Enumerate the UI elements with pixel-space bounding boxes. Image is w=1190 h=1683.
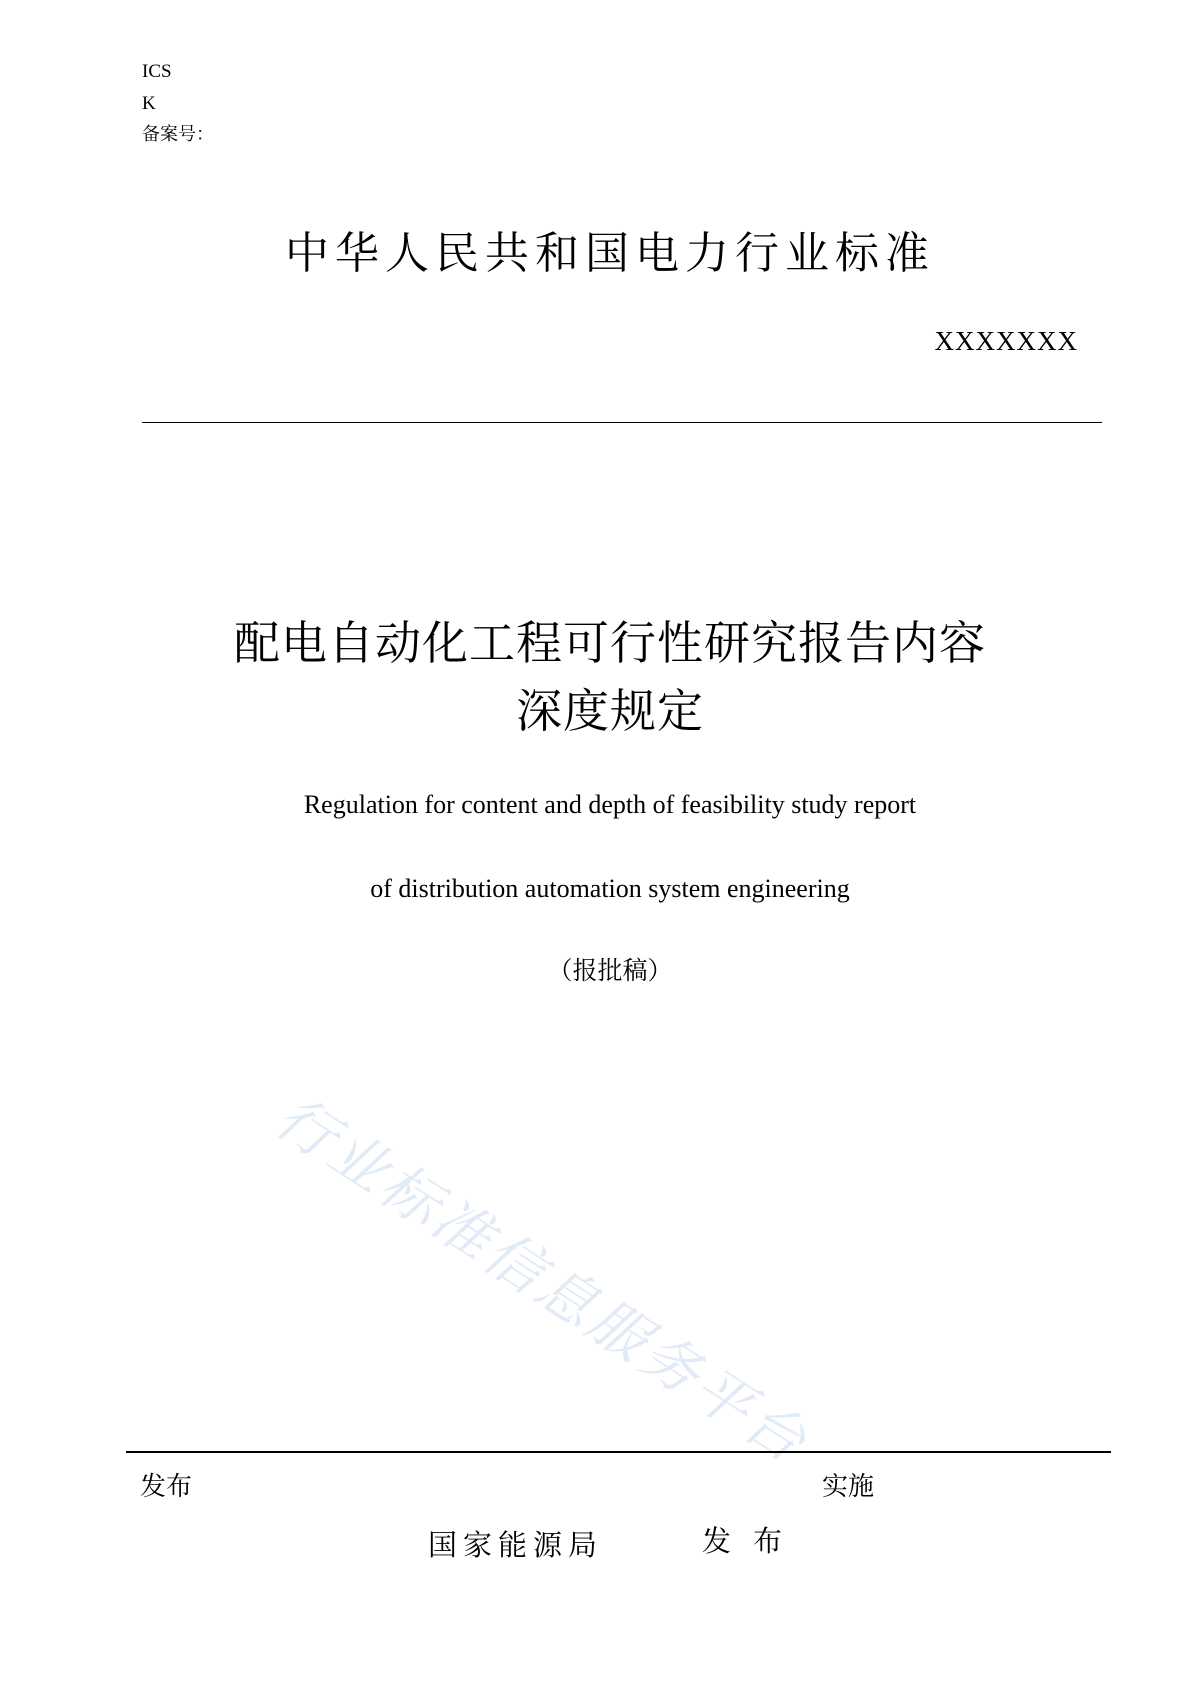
implement-date-label: 实施 (822, 1472, 875, 1502)
document-title-en-line1: Regulation for content and depth of feasibility study report (303, 790, 917, 819)
issuing-authority: 国家能源局 (428, 1528, 604, 1562)
publish-date-label: 发布 (140, 1472, 193, 1502)
document-title-en-line2: of distribution automation system engineering (370, 874, 850, 903)
document-title-cn-line1: 配电自动化工程可行性研究报告内容 (234, 616, 986, 670)
standard-title: 中华人民共和国电力行业标准 (285, 228, 935, 279)
document-title-cn-line2: 深度规定 (516, 684, 704, 738)
standard-number: XXXXXXX (934, 326, 1078, 356)
classification-code: K (142, 93, 156, 114)
watermark: 行业标准信息服务平台 (263, 1082, 821, 1478)
header-divider (142, 422, 1102, 423)
issuing-action: 发布 (702, 1524, 805, 1558)
record-number-label: 备案号： (142, 124, 214, 145)
draft-status: （报批稿） (547, 956, 673, 985)
footer-divider (126, 1451, 1111, 1453)
ics-code: ICS (142, 61, 172, 82)
